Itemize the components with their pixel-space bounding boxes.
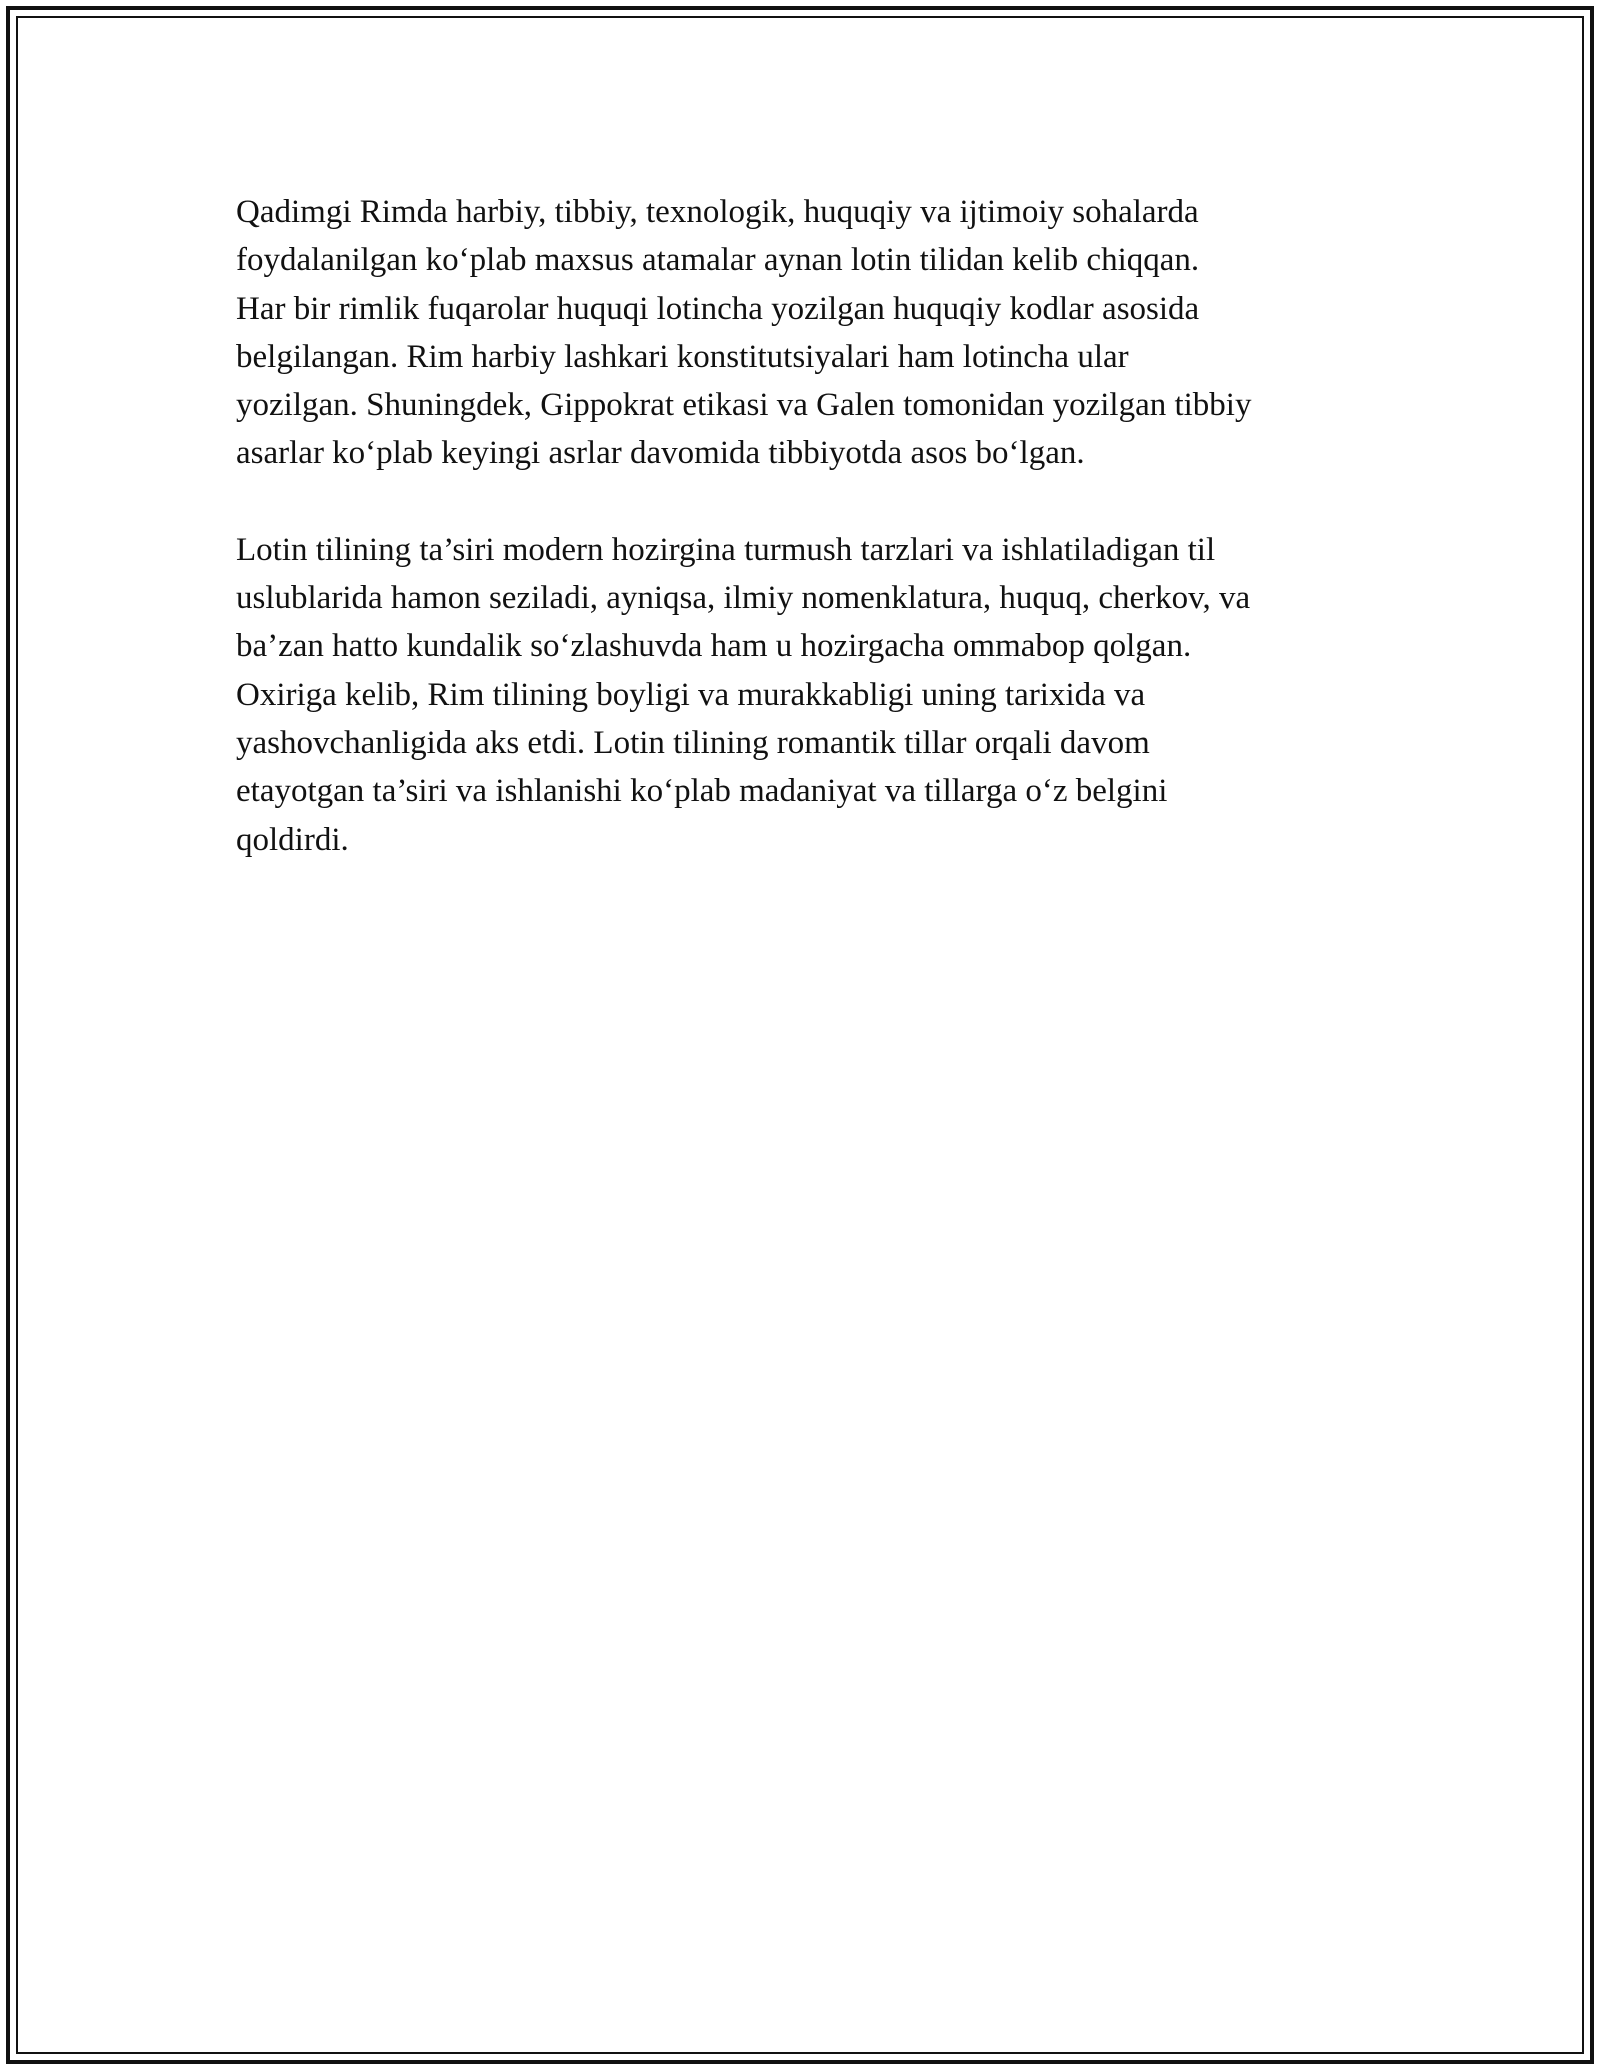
- paragraph-1-line-1: Qadimgi Rimda harbiy, tibbiy, texnologik, huquqiy va ijtimoiy sohalarda: [236, 194, 1199, 230]
- paragraph-2-line-3: ba’zan hatto kundalik soʻzlashuvda ham u hozirgacha ommabop qolgan.: [236, 628, 1192, 665]
- paragraph-2-line-7: qoldirdi.: [236, 821, 349, 858]
- paragraph-1-line-6: asarlar koʻplab keyingi asrlar davomida tibbiyotda asos boʻlgan.: [236, 435, 1085, 472]
- paragraph-1-line-5: yozilgan. Shuningdek, Gippokrat etikasi va Galen tomonidan yozilgan tibbiy: [236, 387, 1252, 424]
- paragraph-2-line-1: Lotin tilining ta’siri modern hozirgina turmush tarzlari va ishlatiladigan til: [236, 531, 1216, 568]
- paragraph-1-line-2: foydalanilgan koʻplab maxsus atamalar aynan lotin tilidan kelib chiqqan.: [236, 242, 1200, 279]
- paragraph-2-line-5: yashovchanligida aks etdi. Lotin tilining romantik tillar orqali davom: [236, 724, 1150, 761]
- paragraph-1: [236, 188, 1376, 478]
- paragraph-1-line-4: belgilangan. Rim harbiy lashkari konstitutsiyalari ham lotincha ular: [236, 338, 1129, 375]
- paragraph-2-line-2: uslublarida hamon seziladi, ayniqsa, ilmiy nomenklatura, huquq, cherkov, va: [236, 580, 1251, 617]
- document-body: [236, 188, 1376, 912]
- paragraph-2-line-6: etayotgan ta’siri va ishlanishi koʻplab madaniyat va tillarga oʻz belgini: [236, 773, 1168, 810]
- paragraph-2-line-4: Oxiriga kelib, Rim tilining boyligi va murakkabligi uning tarixida va: [236, 676, 1146, 713]
- paragraph-1-line-3: Har bir rimlik fuqarolar huquqi lotincha yozilgan huquqiy kodlar asosida: [236, 290, 1200, 327]
- paragraph-2: [236, 526, 1376, 864]
